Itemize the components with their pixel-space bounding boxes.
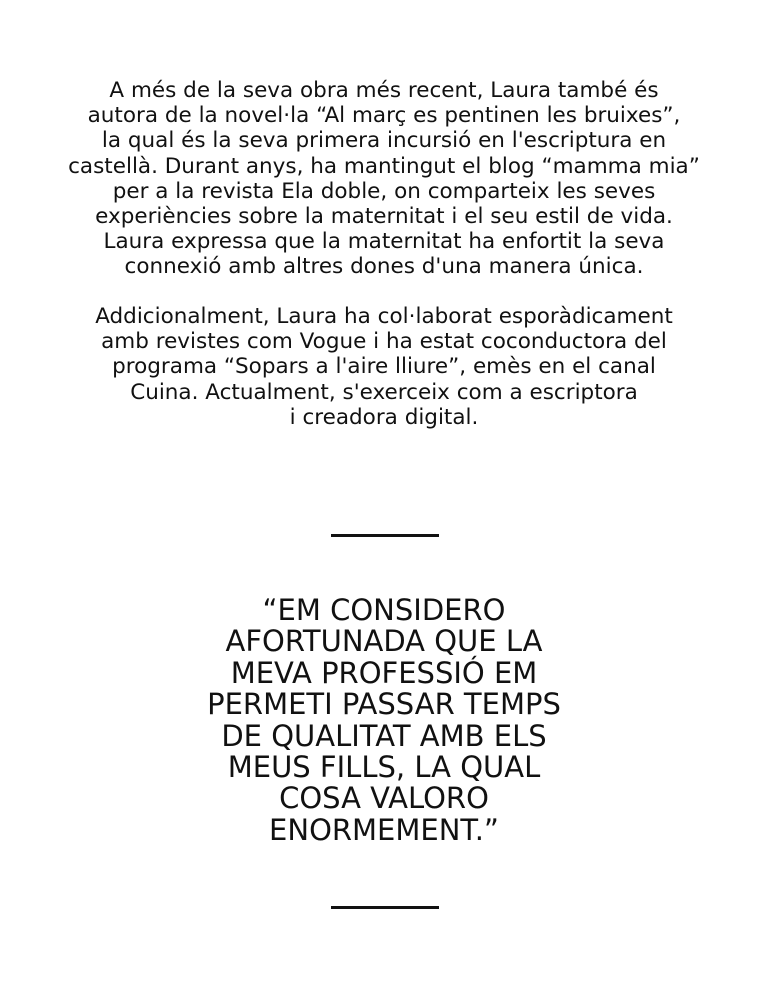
bio-line: connexió amb altres dones d'una manera única. [124, 254, 644, 280]
bio-line: Cuina. Actualment, s'exerceix com a escriptora [130, 379, 638, 405]
divider-bottom [331, 906, 439, 909]
quote-line: AFORTUNADA QUE LA [225, 624, 543, 659]
divider-top [331, 534, 439, 537]
bio-line: programa “Sopars a l'aire lliure”, emès en el canal [112, 354, 656, 380]
bio-line: Addicionalment, Laura ha col·laborat esporàdicament [95, 304, 673, 329]
bio-line: castellà. Durant anys, ha mantingut el blog “mamma mia” [68, 153, 700, 179]
quote-line: ENORMEMENT.” [269, 812, 499, 847]
quote-line: PERMETI PASSAR TEMPS [207, 687, 561, 722]
bio-line: experiències sobre la maternitat i el seu estil de vida. [95, 204, 673, 230]
bio-paragraph-1 [40, 78, 728, 280]
quote-line: MEUS FILLS, LA QUAL [227, 750, 541, 785]
bio-paragraph-2 [40, 304, 728, 430]
bio-line: i creadora digital. [289, 404, 479, 430]
bio-line: la qual és la seva primera incursió en l'escriptura en [101, 128, 667, 154]
pull-quote [184, 595, 584, 846]
bio-line: per a la revista Ela doble, on comparteix les seves [112, 178, 656, 204]
bio-line: A més de la seva obra més recent, Laura també és [109, 78, 659, 103]
quote-line: COSA VALORO [279, 781, 489, 816]
bio-line: Laura expressa que la maternitat ha enfortit la seva [103, 229, 665, 255]
quote-line: “EM CONSIDERO [262, 593, 506, 627]
bio-line: autora de la novel·la “Al març es pentinen les bruixes”, [87, 103, 681, 129]
quote-line: MEVA PROFESSIÓ EM [230, 655, 538, 690]
bio-line: amb revistes com Vogue i ha estat coconductora del [101, 329, 667, 355]
quote-line: DE QUALITAT AMB ELS [221, 718, 547, 753]
